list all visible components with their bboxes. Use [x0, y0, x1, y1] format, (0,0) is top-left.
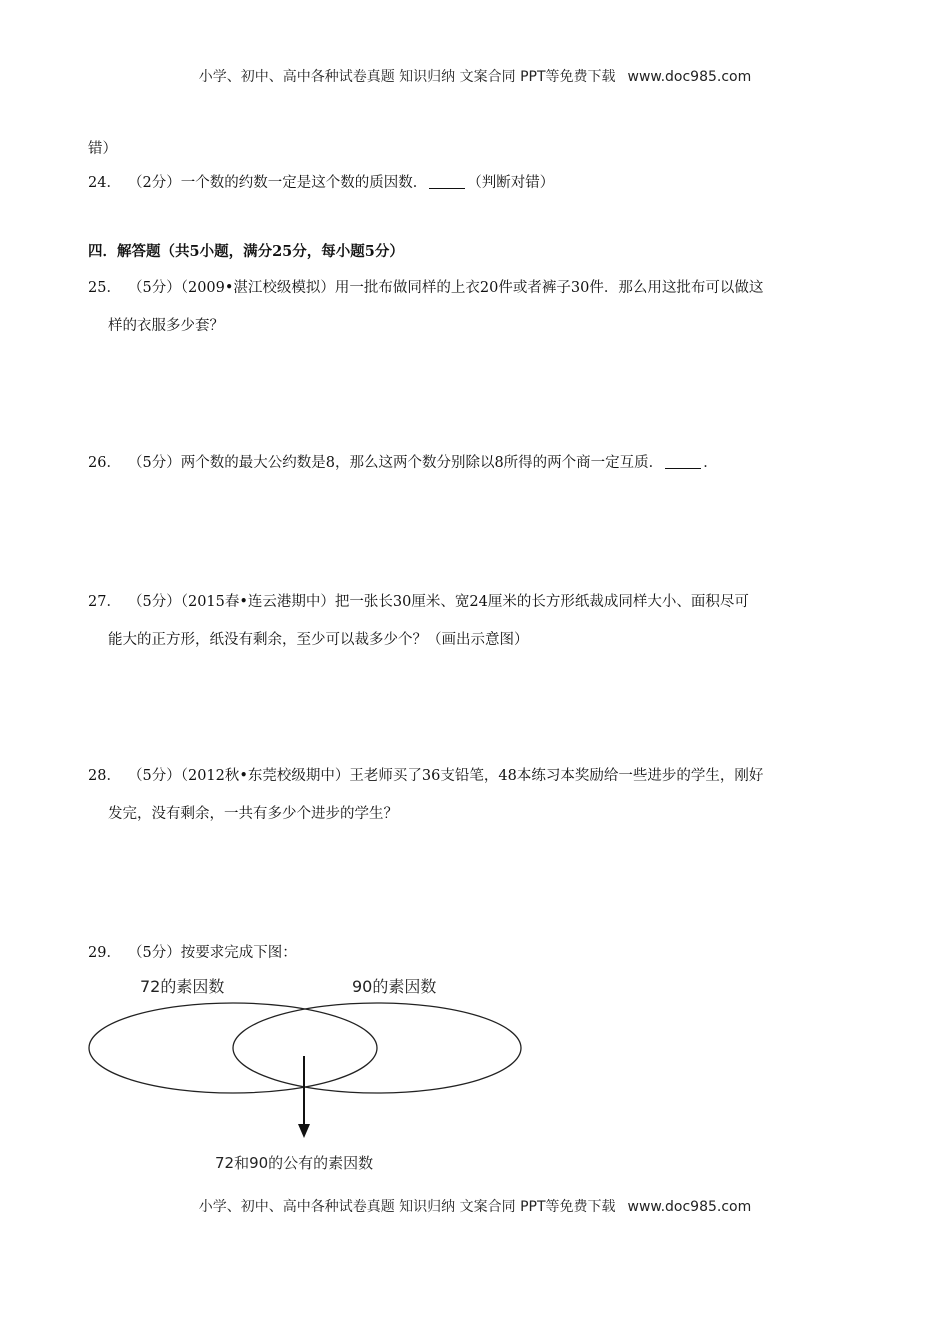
question-text-line1: （5分）（2009•湛江校级模拟）用一批布做同样的上衣20件或者裤子30件．那么用这批布可以做这 [128, 280, 764, 296]
footer-site-link[interactable]: www.doc985.com [627, 1199, 752, 1215]
question-28-line2: 发完，没有剩余，一共有多少个进步的学生？ [108, 806, 398, 822]
header-site-link[interactable]: www.doc985.com [627, 69, 752, 85]
question-25-line2: 样的衣服多少套？ [108, 318, 224, 334]
section-title: 四．解答题（共5小题，满分25分，每小题5分） [88, 243, 404, 260]
question-27-line2: 能大的正方形，纸没有剩余，至少可以裁多少个？（画出示意图） [108, 632, 529, 648]
question-number: 24． [88, 175, 121, 191]
question-text: （5分）两个数的最大公约数是8，那么这两个数分别除以8所得的两个商一定互质． [128, 455, 664, 471]
header-text: 小学、初中、高中各种试卷真题 知识归纳 文案合同 PPT等免费下载 [198, 69, 616, 85]
question-tail: （判断对错） [467, 175, 555, 191]
question-number: 27． [88, 594, 121, 610]
question-number: 25． [88, 280, 121, 296]
venn-arrow-head-icon [298, 1124, 310, 1138]
question-tail: ． [703, 455, 718, 471]
previous-question-fragment: 错） [88, 141, 117, 157]
venn-bottom-label: 72和90的公有的素因数 [215, 1154, 374, 1172]
question-text-line1: （5分）（2012秋•东莞校级期中）王老师买了36支铅笔，48本练习本奖励给一些进步的学生，刚好 [128, 768, 764, 784]
footer-text: 小学、初中、高中各种试卷真题 知识归纳 文案合同 PPT等免费下载 [198, 1199, 616, 1215]
venn-right-label: 90的素因数 [352, 977, 437, 996]
question-text: （2分）一个数的约数一定是这个数的质因数． [128, 175, 428, 191]
question-number: 29． [88, 945, 121, 961]
venn-left-label: 72的素因数 [140, 977, 225, 996]
page-footer [0, 1196, 950, 1216]
question-number: 26． [88, 455, 121, 471]
question-text: （5分）按要求完成下图： [128, 945, 297, 961]
question-number: 28． [88, 768, 121, 784]
question-text-line1: （5分）（2015春•连云港期中）把一张长30厘米、宽24厘米的长方形纸裁成同样大小、面积尽可 [128, 594, 749, 610]
